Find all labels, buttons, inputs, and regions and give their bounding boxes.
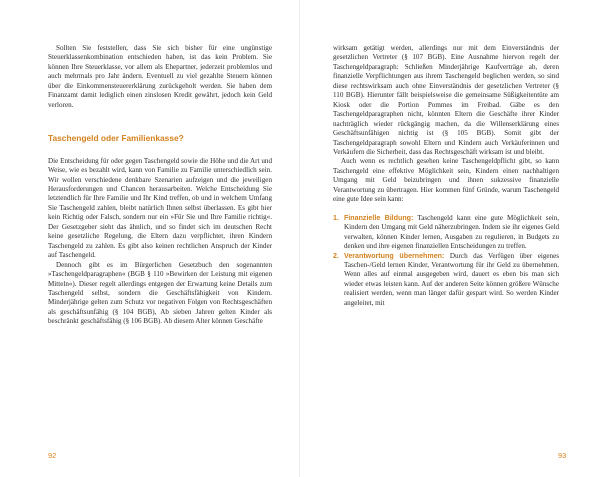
- left-paragraph-2: Die Entscheidung für oder gegen Taschengeld sowie die Höhe und die Art und Weise, wie es bezahlt wird, kann von Familie zu Familie unterschiedlich sein. Wir wollen verschiedene denkbare Szenarien aufzeigen und die jeweiligen Herausforderungen und Chancen herausarbeiten. Welche Entscheidung Sie letztendlich für Ihre Familie und Ihr Kind treffen, ob und in welchem Umfang Sie Taschengeld zahlen, bleibt natürlich Ihnen selbst überlassen. Es gibt hier kein Richtig oder Falsch, sondern nur ein »Für Sie und Ihre Familie richtig«. Der Gesetzgeber sieht das ähnlich, und so findet sich im deutschen Recht keine gesetzliche Regelung, die Eltern dazu verpflichtet, ihren Kindern Taschengeld zu zahlen. Es gibt also keinen rechtlichen Anspruch der Kinder auf Taschengeld.: [48, 156, 272, 260]
- left-paragraph-3: Dennoch gibt es im Bürgerlichen Gesetzbuch den sogenannten »Taschengeldparagraphen« (BGB § 110 »Bewirken der Leistung mit eigenen Mitteln«). Dieser regelt allerdings entgegen der Erwartung keine Details zum Taschengeld selbst, sondern die Geschäftsfähigkeit von Kindern. Minderjährige gelten zum Schutz vor negativen Folgen von Rechtsgeschäften als geschäftsunfähig (§ 104 BGB), Ab sieben Jahren gelten Kinder als beschränkt geschäftsfähig (§ 106 BGB). Ab diesem Alter können Geschäfte: [48, 260, 272, 326]
- section-heading: Taschengeld oder Familienkasse?: [48, 133, 184, 144]
- list-item-title: Finanzielle Bildung:: [344, 213, 414, 222]
- right-paragraph-1: wirksam getätigt werden, allerdings nur mit dem Einverständnis der gesetzlichen Vertreter (§ 107 BGB). Eine Ausnahme hiervon regelt der Taschengeldparagraph: Schließen Minderjährige Kaufverträge ab, deren finanzielle Verpflichtungen aus ihrem Taschengeld beglichen werden, so sind diese rechtswirksam auch ohne Einverständnis der gesetzlichen Vertreter (§ 110 BGB). Hierunter fällt beispielsweise die gemeinsame Süßigkeitentüte am Kiosk oder die Portion Pommes im Freibad. Gäbe es den Taschengeldparagraphen nicht, könnten Eltern die Geschäfte ihrer Kinder nachträglich wieder rückgängig machen, da die Willenserklärung eines Geschäftsunfähigen nichtig ist (§ 105 BGB). Somit gibt der Taschengeldparagraph sowohl Eltern und Kindern auch Verkäuferinnen und Verkäufern die Sicherheit, dass das Rechtsgeschäft wirksam ist und bleibt.: [333, 44, 559, 156]
- list-spacer: [333, 205, 559, 214]
- reasons-list: [333, 214, 559, 309]
- list-item: [333, 252, 559, 309]
- right-paragraph-2: Auch wenn es rechtlich gesehen keine Taschengeldpflicht gibt, so kann Taschengeld eine effektive Möglichkeit sein, Kindern einen nachhaltigen Umgang mit Geld beizubringen und ihnen sukzessive finanzielle Verantwortung zu übertragen. Hier kommen fünf Gründe, warum Taschengeld eine gute Idee sein kann:: [333, 157, 559, 204]
- page-number-right: 93: [558, 451, 567, 460]
- list-item-text: Durch das Verfügen über eigenes Taschen-/Geld lernen Kinder, Verantwortung für ihr Geld zu übernehmen. Wenn alles auf einmal ausgegeben wird, dauert es eben bis man sich wieder etwas leisten kann. Auf der anderen Seite können größere Wünsche realisiert werden, wenn man länger dafür gespart wird. So werden Kinder angeleitet, mit: [344, 251, 560, 307]
- list-item-number: 1.: [333, 213, 339, 222]
- list-item-number: 2.: [333, 251, 339, 260]
- list-item-text: Taschengeld kann eine gute Möglichkeit sein, Kindern den Umgang mit Geld näherzubringen. Indem sie ihr eigenes Geld verwalten, können Kinder lernen, Ausgaben zu regulieren, in Budgets zu denken und ihre eigenen finanziellen Entscheidungen zu treffen.: [344, 213, 560, 251]
- left-paragraph-1: Sollten Sie feststellen, dass Sie sich bisher für eine ungünstige Steuerklassenkombination entschieden haben, ist das kein Problem. Sie können Ihre Steuerklasse, vor allem als Ehepartner, jederzeit problemlos und auch mehrmals pro Jahr ändern. Eventuell zu viel gezahlte Steuern können über die Einkommensteuererklärung zurückgeholt werden. Sie haben dem Finanzamt damit lediglich einen zinslosen Kredit gewährt, jedoch kein Geld verloren.: [48, 44, 272, 109]
- right-text-column: [333, 44, 559, 308]
- left-text-column: [48, 44, 272, 327]
- list-item-title: Verantwortung übernehmen:: [344, 251, 445, 260]
- right-page: [300, 0, 600, 477]
- list-item: [333, 214, 559, 252]
- page-number-left: 92: [48, 451, 57, 460]
